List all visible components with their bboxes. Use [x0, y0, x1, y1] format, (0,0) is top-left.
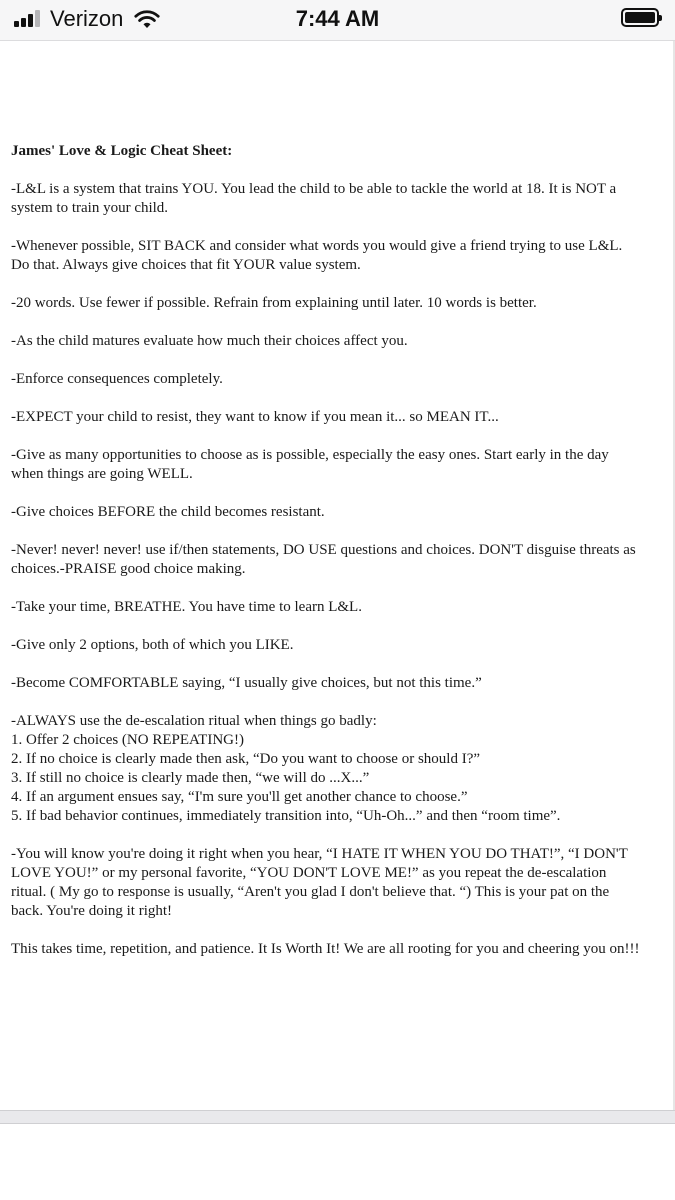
list-item: -L&L is a system that trains YOU. You lead the child to be able to tackle the world at 18. It is NOT a system to train your child.	[11, 181, 617, 216]
list-item: -Enforce consequences completely.	[11, 371, 223, 387]
ritual-intro: -ALWAYS use the de-escalation ritual when things go badly:	[11, 713, 377, 729]
next-page-area[interactable]	[0, 1124, 675, 1200]
carrier-name: Verizon	[50, 6, 124, 31]
ritual-section	[11, 712, 641, 826]
document-viewer[interactable]	[0, 41, 675, 1110]
list-item: -Give choices BEFORE the child becomes resistant.	[11, 504, 325, 520]
list-item: -You will know you're doing it right when you hear, “I HATE IT WHEN YOU DO THAT!”, “I DON'T LOVE YOU!” or my personal favorite, “YOU DON'T LOVE ME!” as you repeat the de-escalation ritual. ( My go to response is usually, “Aren't you glad I don't believe that. “) This is your pat on the back. You're doing it right!	[11, 846, 628, 919]
list-item: -Give only 2 options, both of which you LIKE.	[11, 637, 294, 653]
list-item: -Give as many opportunities to choose as is possible, especially the easy ones. Start early in the day when things are going WELL.	[11, 447, 609, 482]
ritual-step: 3. If still no choice is clearly made then, “we will do ...X...”	[11, 770, 370, 786]
clock: 7:44 AM	[295, 6, 380, 31]
status-bar	[0, 0, 675, 41]
ritual-step: 5. If bad behavior continues, immediately transition into, “Uh-Oh...” and then “room time”.	[11, 808, 561, 824]
ritual-step: 1. Offer 2 choices (NO REPEATING!)	[11, 732, 244, 748]
battery-icon	[621, 8, 659, 27]
list-item: -As the child matures evaluate how much their choices affect you.	[11, 333, 408, 349]
page-divider	[0, 1110, 675, 1124]
ritual-step: 4. If an argument ensues say, “I'm sure you'll get another chance to choose.”	[11, 789, 468, 805]
list-item: -Never! never! never! use if/then statements, DO USE questions and choices. DON'T disguise threats as choices.-PRAISE good choice making.	[11, 542, 636, 577]
document-content	[11, 142, 641, 978]
list-item: -Become COMFORTABLE saying, “I usually give choices, but not this time.”	[11, 675, 482, 691]
list-item: -Whenever possible, SIT BACK and consider what words you would give a friend trying to use L&L. Do that. Always give choices that fit YOUR value system.	[11, 238, 623, 273]
list-item: -EXPECT your child to resist, they want to know if you mean it... so MEAN IT...	[11, 409, 499, 425]
ritual-step: 2. If no choice is clearly made then ask, “Do you want to choose or should I?”	[11, 751, 481, 767]
closing-note: This takes time, repetition, and patience. It Is Worth It! We are all rooting for you and cheering you on!!!	[11, 941, 640, 957]
list-item: -Take your time, BREATHE. You have time to learn L&L.	[11, 599, 362, 615]
list-item: -20 words. Use fewer if possible. Refrain from explaining until later. 10 words is better.	[11, 295, 537, 311]
page-title: James' Love & Logic Cheat Sheet:	[11, 143, 233, 159]
